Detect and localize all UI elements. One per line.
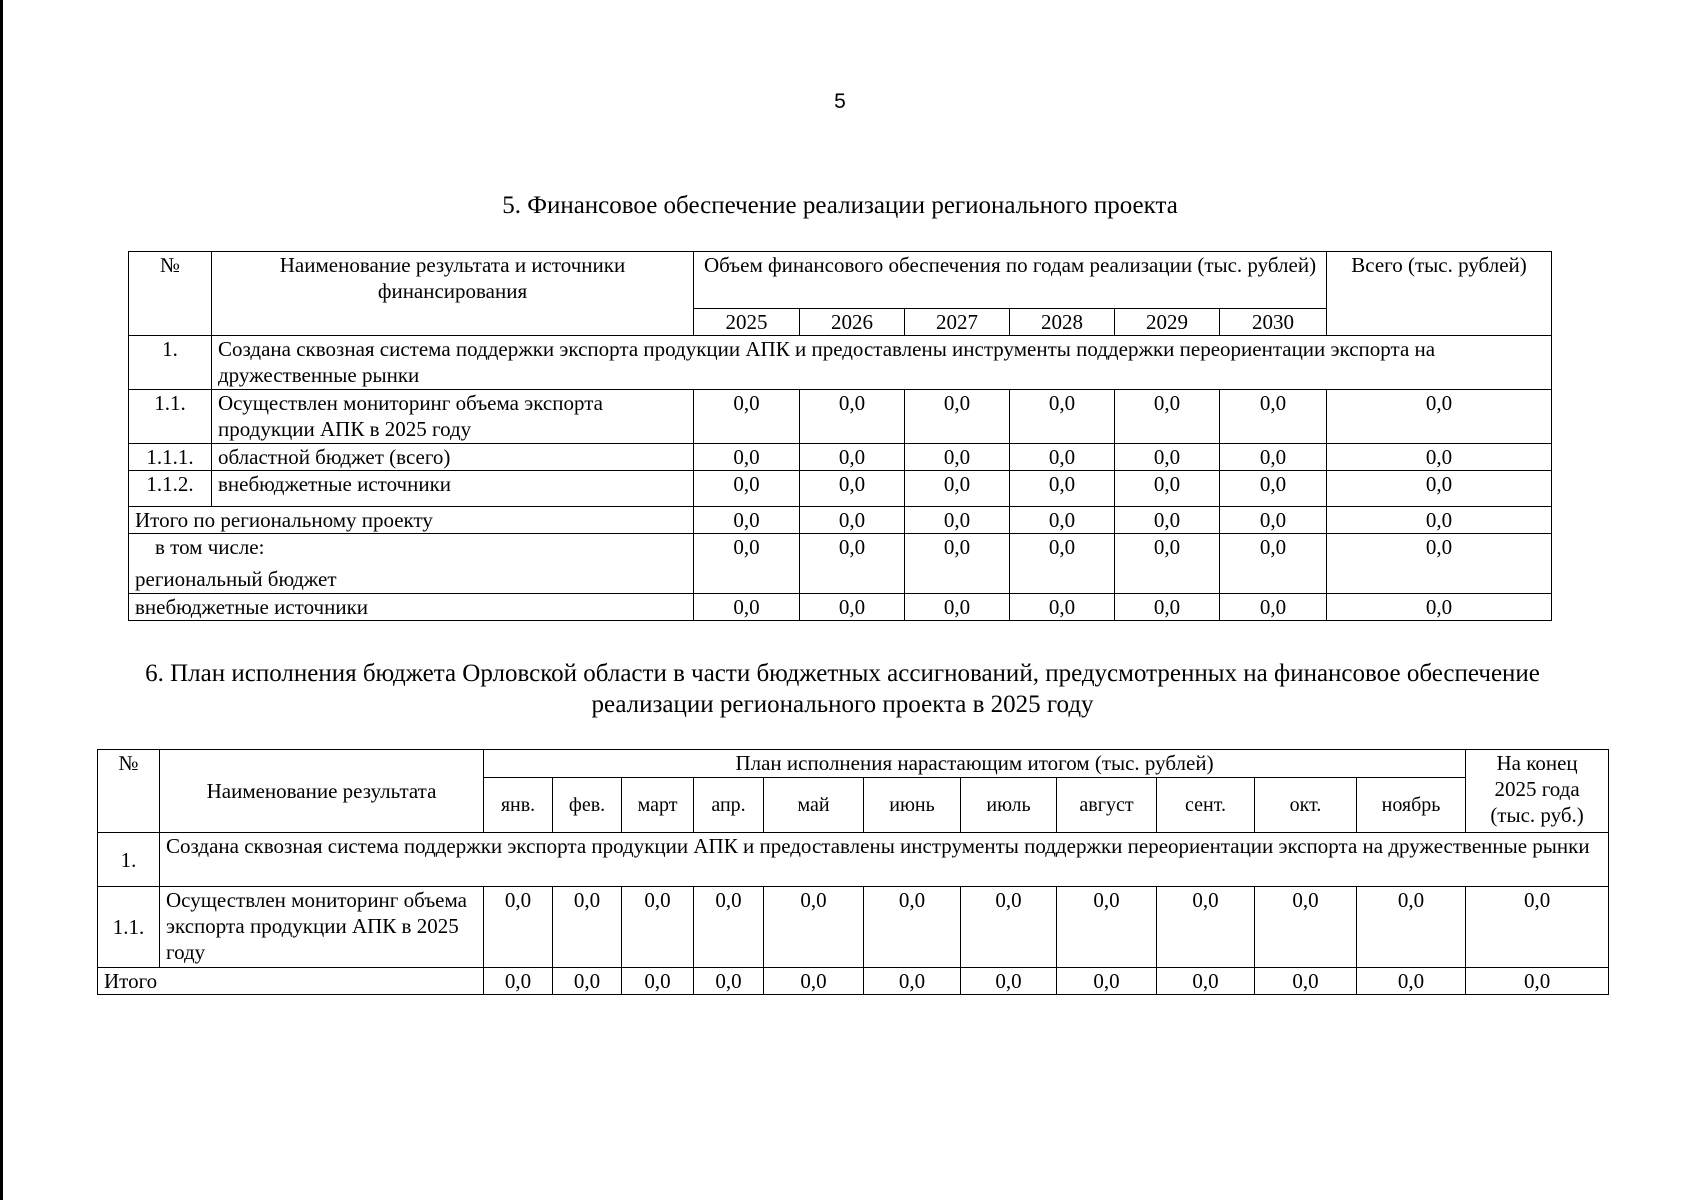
value-cell: 0,0 <box>1115 507 1220 534</box>
header-end-line3: (тыс. руб.) <box>1490 803 1584 827</box>
page-edge-line <box>0 0 3 1200</box>
value-cell: 0,0 <box>1220 444 1327 471</box>
value-cell: 0,0 <box>1255 968 1357 995</box>
header-plan: План исполнения нарастающим итогом (тыс. рублей) <box>484 750 1466 778</box>
including-label-line2: региональный бюджет <box>135 567 337 591</box>
total-cell: 0,0 <box>1327 507 1552 534</box>
total-cell: 0,0 <box>1327 390 1552 444</box>
value-cell: 0,0 <box>1010 507 1115 534</box>
header-month: август <box>1057 778 1157 833</box>
header-month: окт. <box>1255 778 1357 833</box>
totals-label: Итого по региональному проекту <box>129 507 694 534</box>
offbudget-row <box>129 594 1552 621</box>
value-cell: 0,0 <box>694 507 800 534</box>
value-cell: 0,0 <box>961 968 1057 995</box>
header-name: Наименование результата и источники финансирования <box>212 252 694 336</box>
value-cell: 0,0 <box>800 444 905 471</box>
row-num: 1. <box>98 833 160 887</box>
value-cell: 0,0 <box>1220 507 1327 534</box>
value-cell: 0,0 <box>1220 534 1327 594</box>
header-year: 2028 <box>1010 309 1115 336</box>
header-month: май <box>764 778 864 833</box>
total-cell: 0,0 <box>1327 534 1552 594</box>
header-month: ноябрь <box>1357 778 1466 833</box>
value-cell: 0,0 <box>905 594 1010 621</box>
header-month: апр. <box>694 778 764 833</box>
value-cell: 0,0 <box>961 887 1057 968</box>
value-cell: 0,0 <box>622 968 694 995</box>
header-total: Всего (тыс. рублей) <box>1327 252 1552 336</box>
result-name-text: Создана сквозная система поддержки экспорта продукции АПК и предоставлены инструменты поддержки переориентации экспорта на дружественные рынки <box>166 834 1590 858</box>
value-cell: 0,0 <box>905 507 1010 534</box>
value-cell: 0,0 <box>800 594 905 621</box>
row-name: Осуществлен мониторинг объема экспорта продукции АПК в 2025 году <box>212 390 694 444</box>
table-row <box>129 336 1552 390</box>
header-year: 2026 <box>800 309 905 336</box>
including-row <box>129 534 1552 594</box>
value-cell: 0,0 <box>1220 594 1327 621</box>
offbudget-label: внебюджетные источники <box>129 594 694 621</box>
value-cell: 0,0 <box>1357 887 1466 968</box>
value-cell: 0,0 <box>1057 887 1157 968</box>
row-num: 1.1.1. <box>129 444 212 471</box>
value-cell: 0,0 <box>694 534 800 594</box>
value-cell: 0,0 <box>800 507 905 534</box>
table-row <box>129 471 1552 507</box>
budget-plan-table <box>97 749 1609 995</box>
header-month: июль <box>961 778 1057 833</box>
row-name: областной бюджет (всего) <box>212 444 694 471</box>
value-cell: 0,0 <box>905 471 1010 507</box>
value-cell: 0,0 <box>1357 968 1466 995</box>
row-num: 1. <box>129 336 212 390</box>
value-cell: 0,0 <box>553 887 622 968</box>
value-cell: 0,0 <box>764 887 864 968</box>
row-num: 1.1. <box>98 887 160 968</box>
value-cell: 0,0 <box>864 887 961 968</box>
value-cell: 0,0 <box>1115 471 1220 507</box>
value-cell: 0,0 <box>905 534 1010 594</box>
value-cell: 0,0 <box>694 390 800 444</box>
value-cell: 0,0 <box>694 968 764 995</box>
value-cell: 0,0 <box>694 444 800 471</box>
header-end-line1: На конец <box>1496 751 1578 775</box>
value-cell: 0,0 <box>484 968 553 995</box>
result-name: Создана сквозная система поддержки экспорта продукции АПК и предоставлены инструменты поддержки переориентации экспорта на дружественные рынки <box>212 336 1552 390</box>
row-name: внебюджетные источники <box>212 471 694 507</box>
value-cell: 0,0 <box>1115 390 1220 444</box>
value-cell: 0,0 <box>905 444 1010 471</box>
header-year: 2029 <box>1115 309 1220 336</box>
header-year: 2030 <box>1220 309 1327 336</box>
value-cell: 0,0 <box>1057 968 1157 995</box>
value-cell: 0,0 <box>1010 534 1115 594</box>
value-cell: 0,0 <box>1115 534 1220 594</box>
header-volume: Объем финансового обеспечения по годам реализации (тыс. рублей) <box>694 252 1327 309</box>
header-num: № <box>98 750 160 833</box>
result-name <box>160 833 1609 887</box>
table-row <box>98 887 1609 968</box>
value-cell: 0,0 <box>1010 594 1115 621</box>
end-cell: 0,0 <box>1466 968 1609 995</box>
value-cell: 0,0 <box>1115 444 1220 471</box>
including-label <box>129 534 694 594</box>
header-month: сент. <box>1157 778 1255 833</box>
table-row <box>129 444 1552 471</box>
header-month: янв. <box>484 778 553 833</box>
including-label-line1: в том числе: <box>155 535 265 559</box>
table-row <box>129 390 1552 444</box>
header-month: март <box>622 778 694 833</box>
total-cell: 0,0 <box>1327 471 1552 507</box>
value-cell: 0,0 <box>484 887 553 968</box>
value-cell: 0,0 <box>1115 594 1220 621</box>
value-cell: 0,0 <box>1220 471 1327 507</box>
total-cell: 0,0 <box>1327 594 1552 621</box>
table-row <box>98 833 1609 887</box>
totals-label: Итого <box>98 968 484 995</box>
value-cell: 0,0 <box>1220 390 1327 444</box>
value-cell: 0,0 <box>553 968 622 995</box>
header-month: июнь <box>864 778 961 833</box>
section-6-title: 6. План исполнения бюджета Орловской области в части бюджетных ассигнований, предусмотренных на финансовое обеспечение реализации регионального проекта в 2025 году <box>145 660 1540 718</box>
value-cell: 0,0 <box>800 471 905 507</box>
value-cell: 0,0 <box>1255 887 1357 968</box>
value-cell: 0,0 <box>800 534 905 594</box>
row-name: Осуществлен мониторинг объема экспорта продукции АПК в 2025 году <box>160 887 484 968</box>
row-num: 1.1. <box>129 390 212 444</box>
total-cell: 0,0 <box>1327 444 1552 471</box>
header-year: 2027 <box>905 309 1010 336</box>
totals-row <box>98 968 1609 995</box>
header-end <box>1466 750 1609 833</box>
value-cell: 0,0 <box>694 887 764 968</box>
value-cell: 0,0 <box>622 887 694 968</box>
totals-row <box>129 507 1552 534</box>
value-cell: 0,0 <box>1157 887 1255 968</box>
value-cell: 0,0 <box>694 594 800 621</box>
value-cell: 0,0 <box>864 968 961 995</box>
value-cell: 0,0 <box>1010 444 1115 471</box>
value-cell: 0,0 <box>694 471 800 507</box>
section-5-title: 5. Финансовое обеспечение реализации регионального проекта <box>502 192 1178 219</box>
header-num: № <box>129 252 212 336</box>
header-name: Наименование результата <box>160 750 484 833</box>
header-month: фев. <box>553 778 622 833</box>
value-cell: 0,0 <box>1010 390 1115 444</box>
header-year: 2025 <box>694 309 800 336</box>
value-cell: 0,0 <box>800 390 905 444</box>
end-cell: 0,0 <box>1466 887 1609 968</box>
value-cell: 0,0 <box>1157 968 1255 995</box>
financing-table <box>128 251 1552 621</box>
row-num: 1.1.2. <box>129 471 212 507</box>
page-number: 5 <box>834 90 846 113</box>
header-end-line2: 2025 года <box>1494 777 1580 801</box>
value-cell: 0,0 <box>764 968 864 995</box>
value-cell: 0,0 <box>905 390 1010 444</box>
value-cell: 0,0 <box>1010 471 1115 507</box>
